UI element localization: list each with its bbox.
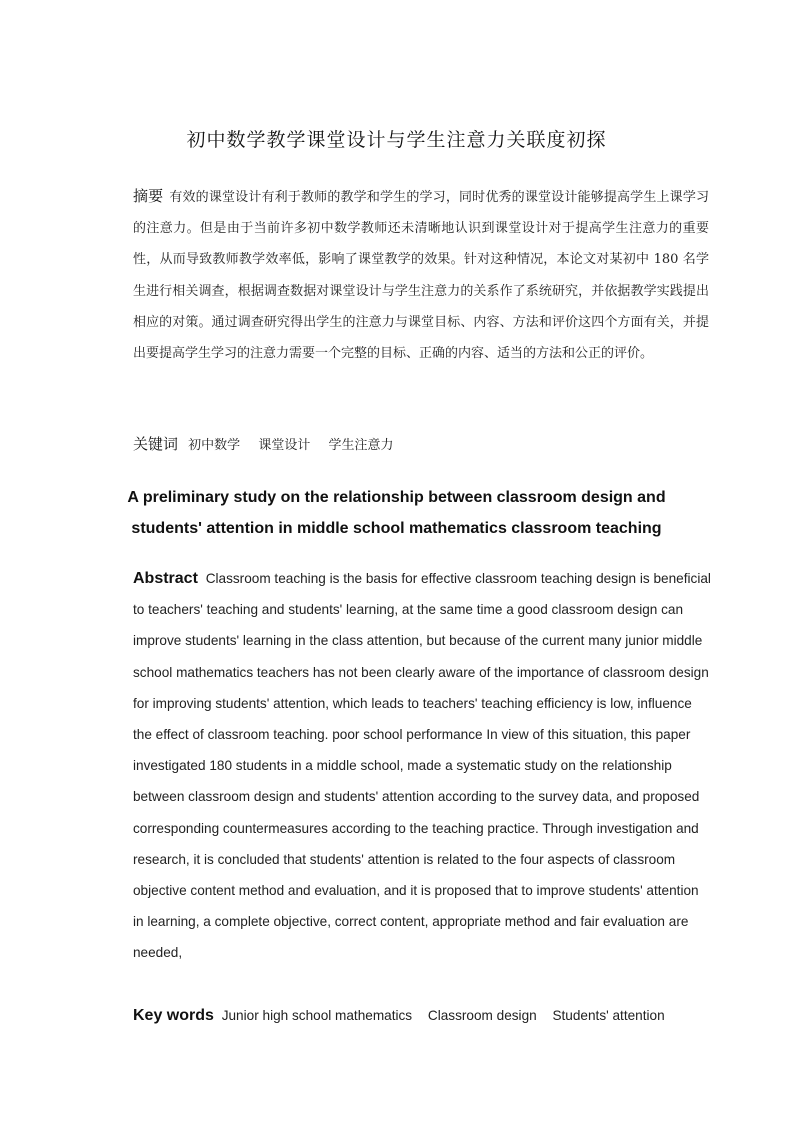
english-title bbox=[0, 482, 793, 544]
english-abstract-label: Abstract bbox=[133, 570, 198, 587]
english-keyword: Students' attention bbox=[552, 1008, 665, 1023]
chinese-abstract-label: 摘要 bbox=[133, 187, 164, 205]
english-keyword: Junior high school mathematics bbox=[221, 1008, 413, 1023]
chinese-keywords-label: 关键词 bbox=[133, 435, 179, 453]
chinese-keyword: 学生注意力 bbox=[328, 438, 394, 453]
chinese-abstract-text: 有效的课堂设计有利于教师的教学和学生的学习，同时优秀的课堂设计能够提高学生上课学习的注意力。但是由于当前许多初中数学教师还未清晰地认识到课堂设计对于提高学生注意力的重要性，从而导致教师教学效率低，影响了课堂教学的效果。针对这种情况，本论文对某初中 180 名学生进行相关调查，根据调查数据对课堂设计与学生注意力的关系作了系统研究，并依据教学实践提出相应的对策。通过调查研究得出学生的注意力与课堂目标、内容、方法和评价这四个方面有关，并提出要提高学生学习的注意力需要一个完整的目标、正确的内容、适当的方法和公正的评价。 bbox=[133, 190, 709, 362]
english-abstract bbox=[133, 563, 711, 969]
chinese-keyword: 初中数学 bbox=[188, 438, 241, 453]
english-title-line: students' attention in middle school mathematics classroom teaching bbox=[131, 520, 662, 537]
chinese-keywords bbox=[133, 432, 709, 458]
english-abstract-text: Classroom teaching is the basis for effective classroom teaching design is beneficial to teachers' teaching and students' learning, at the same time a good classroom design can improve students' learning in the class attention, but because of the current many junior middle school mathematics teachers has not been clearly aware of the importance of classroom design for improving students' attention, which leads to teachers' teaching efficiency is low, influence the effect of classroom teaching. poor school performance In view of this situation, this paper investigated 180 students in a middle school, made a systematic study on the relationship between classroom design and students' attention according to the survey data, and proposed corresponding countermeasures according to the teaching practice. Through investigation and research, it is concluded that students' attention is related to the four aspects of classroom objective content method and evaluation, and it is proposed that to improve students' attention in learning, a complete objective, correct content, appropriate method and fair evaluation are needed, bbox=[133, 571, 711, 961]
chinese-keyword: 课堂设计 bbox=[258, 438, 311, 453]
chinese-title: 初中数学教学课堂设计与学生注意力关联度初探 bbox=[186, 129, 607, 151]
english-keywords bbox=[133, 1002, 711, 1030]
english-keyword: Classroom design bbox=[427, 1008, 537, 1023]
chinese-abstract bbox=[133, 181, 709, 369]
english-keywords-label: Key words bbox=[133, 1007, 214, 1024]
english-title-line: A preliminary study on the relationship between classroom design and bbox=[127, 489, 666, 506]
